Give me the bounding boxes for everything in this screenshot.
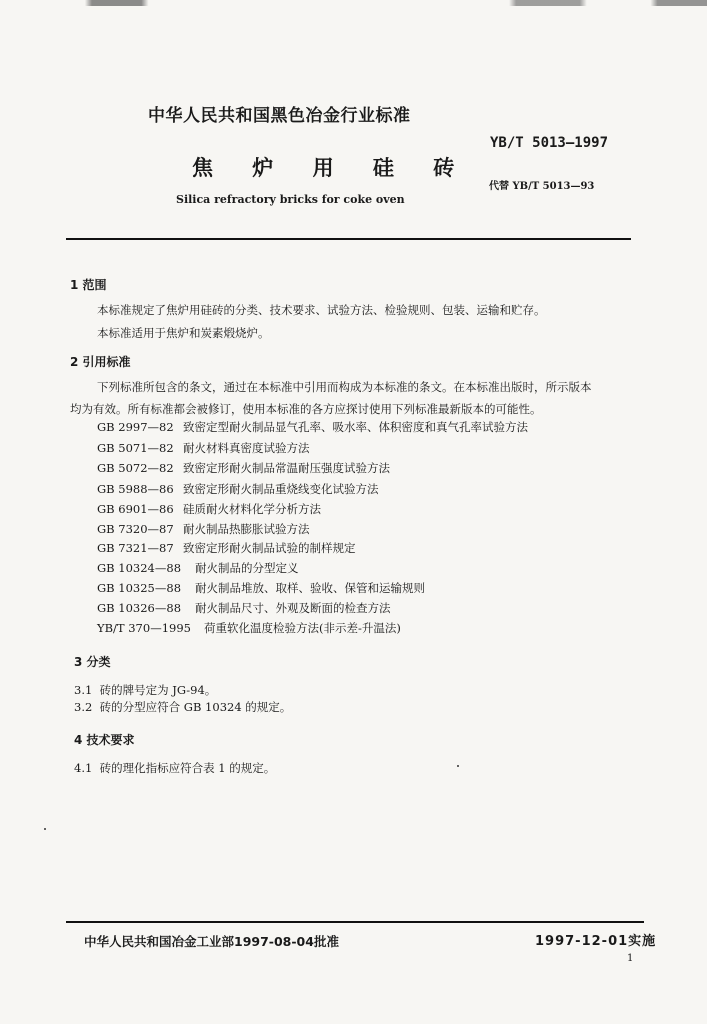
reference-item bbox=[97, 560, 299, 576]
header-divider bbox=[66, 238, 631, 240]
reference-title: 致密定型耐火制品显气孔率、吸水率、体积密度和真气孔率试验方法 bbox=[183, 420, 528, 434]
reference-code: GB 10324—88 bbox=[97, 561, 182, 575]
reference-code: GB 7321—87 bbox=[97, 541, 174, 555]
clause-3-1 bbox=[74, 682, 216, 698]
reference-title: 致密定形耐火制品重烧线变化试验方法 bbox=[183, 482, 379, 496]
reference-title: 耐火材料真密度试验方法 bbox=[183, 441, 310, 455]
reference-code: GB 10325—88 bbox=[97, 581, 182, 595]
document-title: 焦 炉 用 硅 砖 bbox=[192, 155, 471, 180]
reference-code: GB 5071—82 bbox=[97, 441, 174, 455]
approval-line: 中华人民共和国冶金工业部1997-08-04批准 bbox=[84, 934, 339, 949]
reference-title: 耐火制品的分型定义 bbox=[195, 561, 299, 575]
reference-title: 硅质耐火材料化学分析方法 bbox=[183, 502, 321, 516]
scan-edge-artifact bbox=[0, 0, 707, 6]
reference-code: GB 6901—86 bbox=[97, 502, 174, 516]
standard-number: YB/T 5013—1997 bbox=[490, 135, 609, 151]
reference-item bbox=[97, 419, 528, 435]
section-2-paragraph-2: 均为有效。所有标准都会被修订，使用本标准的各方应探讨使用下列标准最新版本的可能性。 bbox=[70, 402, 542, 416]
section-2-heading: 2 引用标准 bbox=[70, 355, 131, 369]
section-1-paragraph-1: 本标准规定了焦炉用硅砖的分类、技术要求、试验方法、检验规则、包装、运输和贮存。 bbox=[97, 303, 546, 317]
section-1-paragraph-2: 本标准适用于焦炉和炭素煅烧炉。 bbox=[97, 326, 270, 340]
reference-item bbox=[97, 440, 310, 456]
reference-title: 耐火制品尺寸、外观及断面的检查方法 bbox=[195, 601, 391, 615]
clause-text: 砖的分型应符合 GB 10324 的规定。 bbox=[99, 700, 292, 714]
reference-item bbox=[97, 540, 356, 556]
section-2-paragraph-1: 下列标准所包含的条文，通过在本标准中引用而构成为本标准的条文。在本标准出版时，所示版本 bbox=[97, 380, 592, 394]
reference-code: GB 7320—87 bbox=[97, 522, 174, 536]
english-title: Silica refractory bricks for coke oven bbox=[176, 193, 405, 206]
scan-speck bbox=[44, 828, 46, 830]
clause-number: 4.1 bbox=[74, 761, 93, 775]
reference-item bbox=[97, 620, 401, 636]
reference-item bbox=[97, 501, 321, 517]
clause-number: 3.2 bbox=[74, 700, 93, 714]
effective-date: 1997-12-01实施 bbox=[535, 934, 657, 949]
section-1-heading: 1 范围 bbox=[70, 278, 107, 292]
section-3-heading: 3 分类 bbox=[74, 655, 111, 669]
scan-speck bbox=[457, 765, 459, 767]
page-number: 1 bbox=[627, 953, 634, 964]
reference-code: YB/T 370—1995 bbox=[97, 621, 191, 635]
reference-code: GB 5072—82 bbox=[97, 461, 174, 475]
org-title: 中华人民共和国黑色冶金行业标准 bbox=[148, 106, 411, 126]
replaces-note: 代替 YB/T 5013—93 bbox=[489, 181, 595, 192]
reference-title: 荷重软化温度检验方法(非示差-升温法) bbox=[204, 621, 401, 635]
reference-item bbox=[97, 580, 425, 596]
reference-title: 耐火制品热膨胀试验方法 bbox=[183, 522, 310, 536]
reference-code: GB 2997—82 bbox=[97, 420, 174, 434]
footer-divider bbox=[66, 921, 644, 923]
clause-number: 3.1 bbox=[74, 683, 93, 697]
clause-text: 砖的理化指标应符合表 1 的规定。 bbox=[99, 761, 276, 775]
reference-title: 致密定形耐火制品试验的制样规定 bbox=[183, 541, 356, 555]
reference-item bbox=[97, 481, 379, 497]
reference-title: 致密定形耐火制品常温耐压强度试验方法 bbox=[183, 461, 390, 475]
reference-item bbox=[97, 460, 390, 476]
reference-item bbox=[97, 521, 310, 537]
reference-code: GB 10326—88 bbox=[97, 601, 182, 615]
reference-code: GB 5988—86 bbox=[97, 482, 174, 496]
clause-4-1 bbox=[74, 760, 275, 776]
clause-3-2 bbox=[74, 699, 291, 715]
clause-text: 砖的牌号定为 JG-94。 bbox=[99, 683, 217, 697]
reference-title: 耐火制品堆放、取样、验收、保管和运输规则 bbox=[195, 581, 425, 595]
section-4-heading: 4 技术要求 bbox=[74, 733, 135, 747]
reference-item bbox=[97, 600, 391, 616]
